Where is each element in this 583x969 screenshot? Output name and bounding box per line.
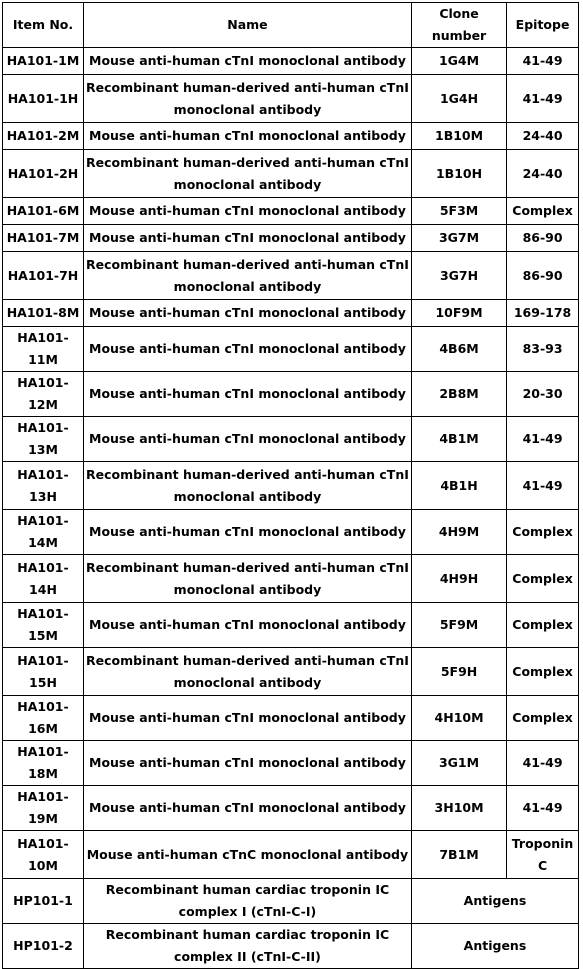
epitope-cell: 41-49 <box>507 48 579 75</box>
epitope-cell: 24-40 <box>507 123 579 150</box>
clone-number-cell: 4H10M <box>411 696 506 741</box>
item-no-cell: HA101-8M <box>3 300 84 327</box>
name-cell: Recombinant human-derived anti-human cTnI monoclonal antibody <box>83 555 411 603</box>
name-cell: Recombinant human-derived anti-human cTnI monoclonal antibody <box>83 150 411 198</box>
item-no-cell: HA101-14H <box>3 555 84 603</box>
category-cell: Antigens <box>411 879 578 924</box>
item-no-cell: HA101-6M <box>3 198 84 225</box>
epitope-cell: 41-49 <box>507 462 579 510</box>
table-row <box>3 462 579 510</box>
epitope-cell: Complex <box>507 696 579 741</box>
table-row <box>3 123 579 150</box>
table-row <box>3 648 579 696</box>
epitope-cell: 41-49 <box>507 741 579 786</box>
name-cell: Recombinant human-derived anti-human cTnI monoclonal antibody <box>83 252 411 300</box>
table-row <box>3 786 579 831</box>
table-row <box>3 48 579 75</box>
name-cell: Mouse anti-human cTnI monoclonal antibody <box>83 603 411 648</box>
table-row <box>3 417 579 462</box>
epitope-cell: Complex <box>507 648 579 696</box>
epitope-cell: Troponin C <box>507 831 579 879</box>
item-no-cell: HA101-2H <box>3 150 84 198</box>
name-cell: Mouse anti-human cTnI monoclonal antibody <box>83 225 411 252</box>
epitope-cell: 41-49 <box>507 417 579 462</box>
name-cell: Mouse anti-human cTnI monoclonal antibody <box>83 198 411 225</box>
clone-number-cell: 3G7H <box>411 252 506 300</box>
name-cell: Recombinant human-derived anti-human cTnI monoclonal antibody <box>83 75 411 123</box>
table-row <box>3 555 579 603</box>
item-no-cell: HA101-11M <box>3 327 84 372</box>
table-row <box>3 696 579 741</box>
item-no-cell: HA101-1M <box>3 48 84 75</box>
name-cell: Mouse anti-human cTnI monoclonal antibody <box>83 786 411 831</box>
name-cell: Mouse anti-human cTnI monoclonal antibody <box>83 417 411 462</box>
table-row <box>3 603 579 648</box>
clone-number-cell: 4B6M <box>411 327 506 372</box>
clone-number-cell: 1B10M <box>411 123 506 150</box>
item-no-cell: HA101-10M <box>3 831 84 879</box>
epitope-cell: 169-178 <box>507 300 579 327</box>
name-cell: Recombinant human cardiac troponin IC complex I (cTnI-C-I) <box>83 879 411 924</box>
epitope-cell: 41-49 <box>507 786 579 831</box>
item-no-cell: HA101-16M <box>3 696 84 741</box>
table-row <box>3 225 579 252</box>
header-item-no: Item No. <box>3 3 84 48</box>
item-no-cell: HP101-1 <box>3 879 84 924</box>
clone-number-cell: 5F9M <box>411 603 506 648</box>
header-row <box>3 3 579 48</box>
clone-number-cell: 4B1M <box>411 417 506 462</box>
name-cell: Mouse anti-human cTnI monoclonal antibody <box>83 510 411 555</box>
clone-number-cell: 2B8M <box>411 372 506 417</box>
item-no-cell: HA101-2M <box>3 123 84 150</box>
epitope-cell: Complex <box>507 198 579 225</box>
item-no-cell: HA101-13M <box>3 417 84 462</box>
item-no-cell: HA101-19M <box>3 786 84 831</box>
table-body <box>3 48 579 969</box>
name-cell: Mouse anti-human cTnI monoclonal antibody <box>83 696 411 741</box>
epitope-cell: 20-30 <box>507 372 579 417</box>
name-cell: Mouse anti-human cTnI monoclonal antibody <box>83 372 411 417</box>
clone-number-cell: 7B1M <box>411 831 506 879</box>
epitope-cell: 86-90 <box>507 225 579 252</box>
epitope-cell: 24-40 <box>507 150 579 198</box>
item-no-cell: HA101-7H <box>3 252 84 300</box>
table-row <box>3 198 579 225</box>
item-no-cell: HA101-18M <box>3 741 84 786</box>
epitope-cell: 41-49 <box>507 75 579 123</box>
epitope-cell: Complex <box>507 510 579 555</box>
item-no-cell: HA101-12M <box>3 372 84 417</box>
name-cell: Recombinant human-derived anti-human cTnI monoclonal antibody <box>83 648 411 696</box>
epitope-cell: Complex <box>507 555 579 603</box>
table-row <box>3 741 579 786</box>
header-name: Name <box>83 3 411 48</box>
header-epitope: Epitope <box>507 3 579 48</box>
clone-number-cell: 3H10M <box>411 786 506 831</box>
clone-number-cell: 4B1H <box>411 462 506 510</box>
clone-number-cell: 4H9H <box>411 555 506 603</box>
clone-number-cell: 3G1M <box>411 741 506 786</box>
antigen-row <box>3 924 579 969</box>
epitope-cell: Complex <box>507 603 579 648</box>
table-row <box>3 510 579 555</box>
table-row <box>3 252 579 300</box>
clone-number-cell: 4H9M <box>411 510 506 555</box>
name-cell: Mouse anti-human cTnI monoclonal antibody <box>83 300 411 327</box>
name-cell: Mouse anti-human cTnI monoclonal antibody <box>83 741 411 786</box>
item-no-cell: HP101-2 <box>3 924 84 969</box>
category-cell: Antigens <box>411 924 578 969</box>
item-no-cell: HA101-13H <box>3 462 84 510</box>
name-cell: Recombinant human-derived anti-human cTnI monoclonal antibody <box>83 462 411 510</box>
table-row <box>3 75 579 123</box>
clone-number-cell: 1B10H <box>411 150 506 198</box>
product-table <box>2 2 579 969</box>
antigen-row <box>3 879 579 924</box>
table-row <box>3 327 579 372</box>
clone-number-cell: 5F9H <box>411 648 506 696</box>
table-row <box>3 372 579 417</box>
clone-number-cell: 1G4H <box>411 75 506 123</box>
epitope-cell: 86-90 <box>507 252 579 300</box>
clone-number-cell: 10F9M <box>411 300 506 327</box>
item-no-cell: HA101-15H <box>3 648 84 696</box>
name-cell: Recombinant human cardiac troponin IC complex II (cTnI-C-II) <box>83 924 411 969</box>
clone-number-cell: 3G7M <box>411 225 506 252</box>
item-no-cell: HA101-14M <box>3 510 84 555</box>
table-row <box>3 831 579 879</box>
clone-number-cell: 1G4M <box>411 48 506 75</box>
item-no-cell: HA101-7M <box>3 225 84 252</box>
table-row <box>3 150 579 198</box>
item-no-cell: HA101-1H <box>3 75 84 123</box>
name-cell: Mouse anti-human cTnI monoclonal antibody <box>83 327 411 372</box>
header-clone-number: Clone number <box>411 3 506 48</box>
table-row <box>3 300 579 327</box>
name-cell: Mouse anti-human cTnI monoclonal antibody <box>83 123 411 150</box>
name-cell: Mouse anti-human cTnC monoclonal antibody <box>83 831 411 879</box>
epitope-cell: 83-93 <box>507 327 579 372</box>
clone-number-cell: 5F3M <box>411 198 506 225</box>
item-no-cell: HA101-15M <box>3 603 84 648</box>
name-cell: Mouse anti-human cTnI monoclonal antibody <box>83 48 411 75</box>
